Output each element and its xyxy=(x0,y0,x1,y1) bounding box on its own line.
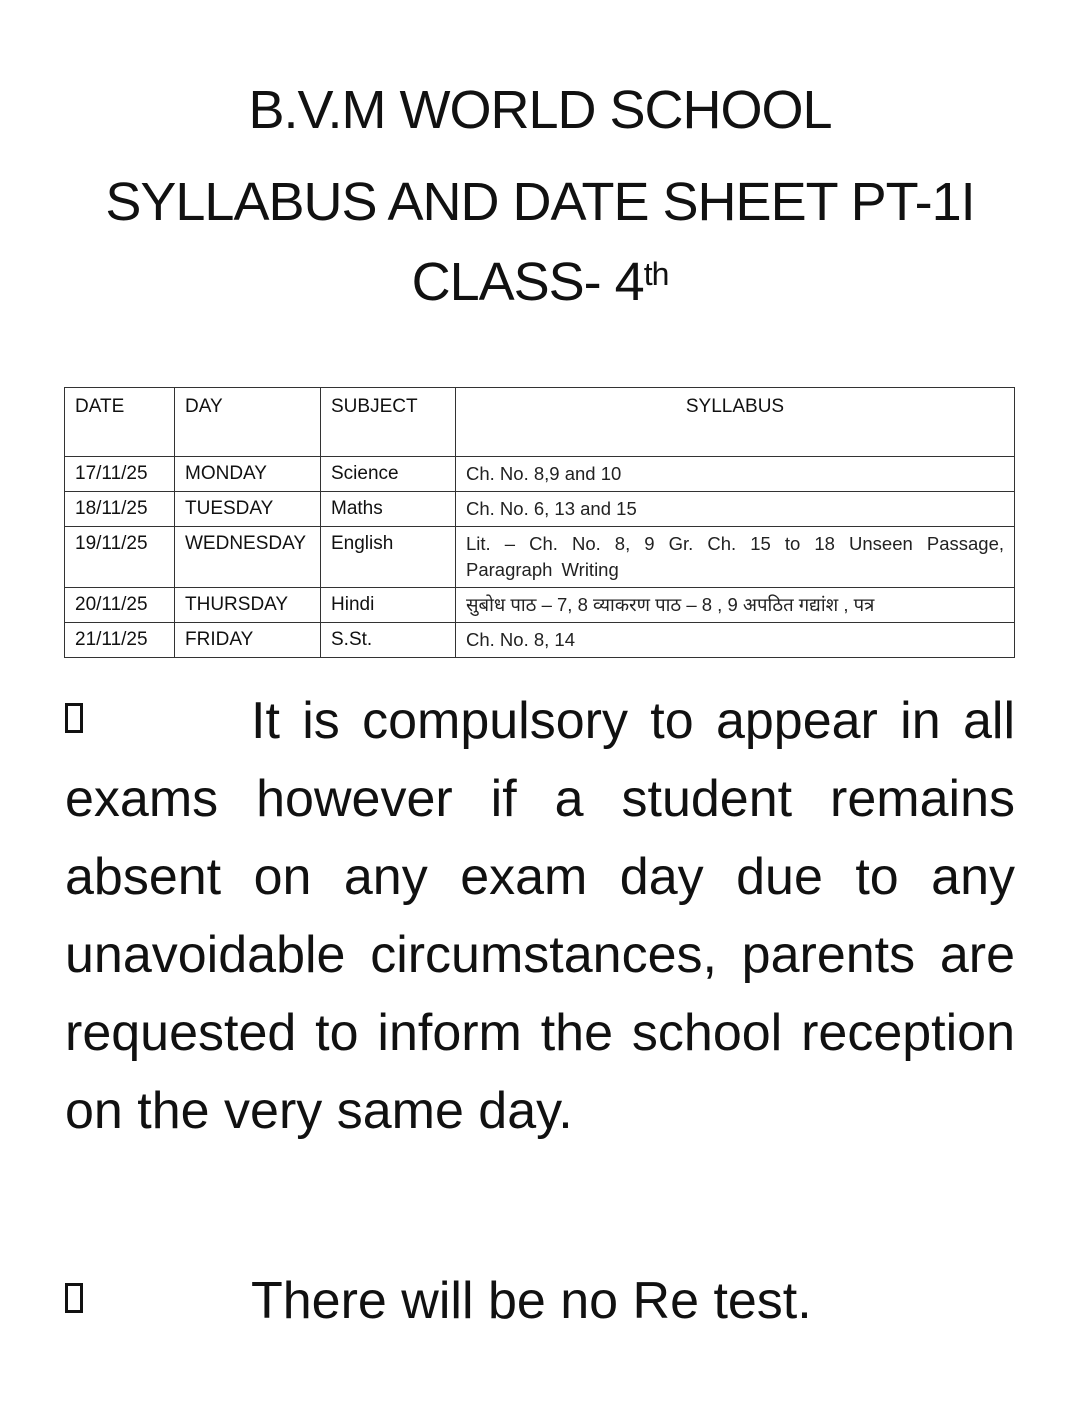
table-row xyxy=(65,492,1015,527)
class-label: CLASS- 4 xyxy=(411,252,644,312)
table-header-row xyxy=(65,388,1015,457)
date-cell: 18/11/25 xyxy=(65,492,175,527)
table-row xyxy=(65,527,1015,588)
subject-cell: Maths xyxy=(321,492,456,527)
subject-cell: S.St. xyxy=(321,623,456,658)
note-text: It is compulsory to appear in all exams however if a student remains absent on any exam day due to any unavoidable circumstances, parents are requested to inform the school reception on the very same day. xyxy=(65,692,1015,1140)
checkbox-icon xyxy=(65,703,83,733)
date-sheet-table xyxy=(64,387,1015,658)
day-cell: FRIDAY xyxy=(175,623,321,658)
day-cell: MONDAY xyxy=(175,457,321,492)
syllabus-cell: Ch. No. 8,9 and 10 xyxy=(456,457,1015,492)
date-cell: 17/11/25 xyxy=(65,457,175,492)
day-cell: THURSDAY xyxy=(175,588,321,623)
subject-cell: Science xyxy=(321,457,456,492)
class-heading xyxy=(0,252,1080,312)
column-header-syllabus: SYLLABUS xyxy=(456,388,1015,457)
table-row xyxy=(65,457,1015,492)
date-cell: 21/11/25 xyxy=(65,623,175,658)
table-row xyxy=(65,588,1015,623)
day-cell: WEDNESDAY xyxy=(175,527,321,588)
school-name: B.V.M WORLD SCHOOL xyxy=(248,80,832,140)
note-text: There will be no Re test. xyxy=(251,1272,812,1330)
syllabus-cell: Ch. No. 8, 14 xyxy=(456,623,1015,658)
date-cell: 19/11/25 xyxy=(65,527,175,588)
column-header-subject: SUBJECT xyxy=(321,388,456,457)
checkbox-icon xyxy=(65,1283,83,1313)
syllabus-cell: सुबोध पाठ – 7, 8 व्याकरण पाठ – 8 , 9 अपठित गद्यांश , पत्र xyxy=(456,588,1015,623)
column-header-day: DAY xyxy=(175,388,321,457)
syllabus-cell: Ch. No. 6, 13 and 15 xyxy=(456,492,1015,527)
subject-cell: Hindi xyxy=(321,588,456,623)
column-header-date: DATE xyxy=(65,388,175,457)
day-cell: TUESDAY xyxy=(175,492,321,527)
syllabus-cell: Lit. – Ch. No. 8, 9 Gr. Ch. 15 to 18 Unseen Passage, Paragraph Writing xyxy=(456,527,1015,588)
class-suffix: th xyxy=(643,256,669,292)
date-cell: 20/11/25 xyxy=(65,588,175,623)
note-no-retest xyxy=(65,1262,1015,1340)
sheet-title: SYLLABUS AND DATE SHEET PT-1I xyxy=(105,172,975,232)
table-row xyxy=(65,623,1015,658)
note-compulsory-attendance xyxy=(65,682,1015,1150)
subject-cell: English xyxy=(321,527,456,588)
